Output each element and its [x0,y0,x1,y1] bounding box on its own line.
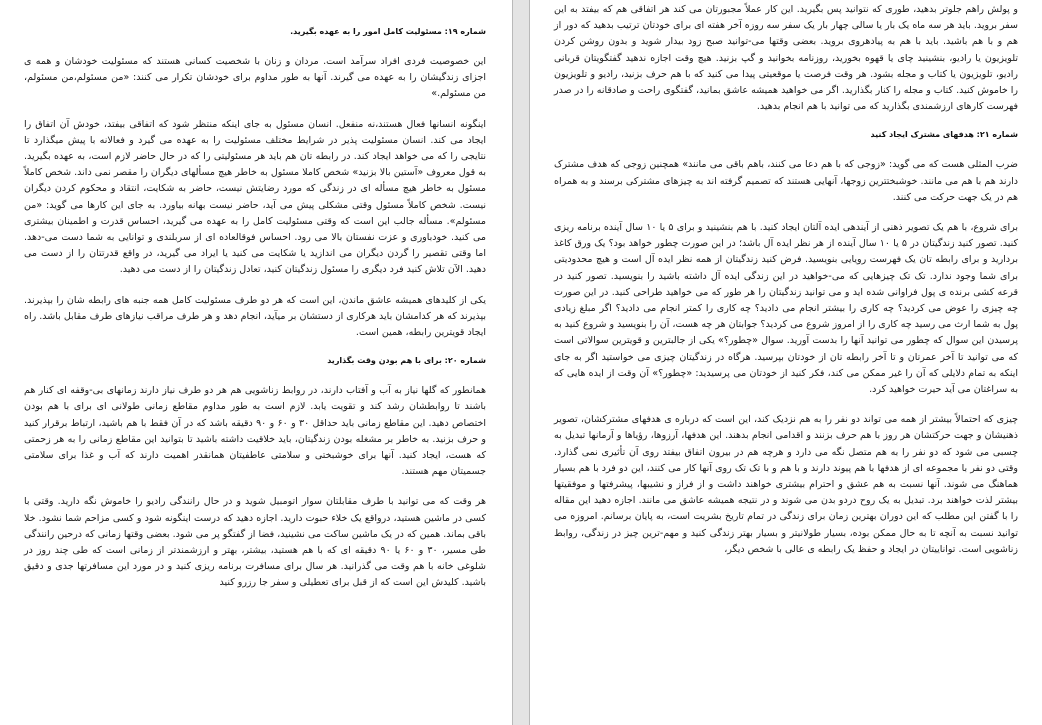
section-20-continued [554,2,1018,115]
paragraph: اینگونه انسانها فعال هستند،نه منفعل. انسان مسئول به جای اینکه منتظر شود که اتفاقی بیفتد، خودش آن اتفاق را ایجاد می کند. انسان مسئولیت پذیر در شرایط مختلف مسئولیت را به عهده می گیرد و فعالانه با پیش میگذارد تا نتایجی را که می خواهد ایجاد کند. در رابطه تان هم باید هر مسئولیتی را که در حال حاضر لازم است، به عهده بگیرید. به قول معروف «آستین بالا بزنید» شخص کاملا مسئول به خاطر هیچ مسألهای دیگران را مقصر نمی داند. شخص کاملاً مسئول به خاطر هیچ مسأله ای در زندگی که مورد رضایتش نیست، حاضر به شکایت، انتقاد و محکوم کردن دیگران نیست. شخص کاملاً مسئول وقتی مشکلی پیش می آید، حاضر نیست بهانه بیاورد. به جای این کارها می گوید: «من مسئولم». مسأله جالب این است که وقتی مسئولیت کامل را به عهده می گیرید، احساس قدرت و اطمینان بیشتری می کنید. خودباوری و عزت نفستان بالا می رود. احساس فوقالعاده ای از سربلندی و توانایی به شما دست می-دهد. اما وقتی تقصیر را گردن دیگران می اندازید یا شکایت می کنید یا ایراد می گیرید، در واقع قدرتتان را از دست می دهید. الآن تلاش کنید فرد دیگری را مسئول زندگیتان کنید، تعادل زندگیتان را از دست می دهید. [24,118,486,276]
paragraph: هر وقت که می توانید با طرف مقابلتان سوار اتومبیل شوید و در حال رانندگی رادیو را خاموش نگه دارید. وقتی با کسی در ماشین هستید، درواقع یک خلاء حبوت دارید. اجازه دهید که درست اینگونه شود و کسی مزاحم شما نشود. خلا باقی بماند. همین که در یک ماشین ساکت می نشینید، فضا از گفتگو پر می شود. بعضی وقتها زمانی که درحین رانندگی طی مسیر، ۳۰ و ۶۰ یا ۹۰ دقیقه ای که با هم هستید، بیشتر، بهتر و ارزشمندتر از زمانی است که طی چند روز در شلوغی خانه با هم وقت می گذرانید. هر سال برای مسافرت برنامه ریزی کنید و در مورد این مسافرتها جدی و دقیق باشید. کلیدش این است که از قبل برای تعطیلی و سفر جا رزرو کنید [24,496,486,589]
paragraph: این خصوصیت فردی افراد سرآمد است. مردان و زنان با شخصیت کسانی هستند که مسئولیت خودشان و همه ی اجزای زندگیشان را به عهده می گیرند. آنها به طور مداوم برای خودشان تکرار می کنند: «من مسئولم،من مسئولم، من مسئولم.» [24,56,486,100]
paragraph: چیزی که احتمالاً بیشتر از همه می تواند دو نفر را به هم نزدیک کند، این است که درباره ی هدفهای مشترکشان، تصویر ذهنیشان و جهت حرکتشان هر روز با هم حرف بزنند و اقدامی انجام بدهند. این هدفها، آرزوها، رؤیاها و آرمانها تبدیل به چسبی می شود که دو نفر را به هم متصل نگه می دارد و هرچه هم در بیرون اتفاق بیفتد روی آن تأثیری نمی گذارد. وقتی دو نفر با مجموعه ای از هدفها با هم پیوند دارند و با هم و با تک تک روی آنها کار می کنند، این دو فرد با هم بسیار هماهنگ می شوند. آنها نسبت به هم عشق و احترام بیشتری خواهند داشت و از فراز و نشیبها، پیشرفتها و موفقیتها بیشتر لذت خواهند برد. تبدیل به یک روح دردو بدن می شوند و در نتیجه همیشه عاشق می مانند. اجازه دهید این مقاله را با گفتن این مطلب که این دوران بهترین زمان برای زندگی در تمام تاریخ بشریت است، به پایان برسانم. امروزه می توانید نسبت به آنچه تا به حال ممکن بوده، بسیار طولانیتر و بسیار بهتر زندگی کنید و مهم-ترین چیز در زندگی، روابط زناشویی است. تواناییتان در ایجاد و حفظ یک رابطه ی عالی با شخص دیگر، [554,414,1018,555]
left-page [0,0,512,725]
section-21 [554,129,1018,558]
page-gutter [512,0,530,725]
paragraph: برای شروع، با هم یک تصویر ذهنی از آیندهی ایده آلتان ایجاد کنید. با هم بنشینید و برای ۵ یا ۱۰ سال آینده برنامه ریزی کنید. تصور کنید زندگیتان در ۵ یا ۱۰ سال آینده از هر نظر ایده آل باشد؛ در این صورت چطور خواهد بود؟ یک ورق کاغذ بردارید و برای رابطه تان یک فهرست رویایی بنویسید. فرض کنید زندگیتان از همه نظر ایده آل است و هیچ محدودیتی برای شما وجود ندارد. تک تک چیزهایی که می-خواهید در این زندگی ایده آل داشته باشید را بنویسید. تصور کنید در قرعه کشی برنده ی پول فراوانی شده اید و می توانید زندگیتان را هر طور که می خواهید طراحی کنید. در این صورت چه چیزی را عوض می کردید؟ چه کاری را بیشتر انجام می دادید؟ چه کاری را کمتر انجام می دادید؟ اگر مبلغ زیادی پول به شما ارث می رسید چه کاری را از امروز شروع می کردید؟ جوابتان هر چه هست، آن را بنویسید و شروع کنید به پرسیدن این سوال که چطور می توانید آنها را بدست آورید. سوال «چطور؟» یکی از جالبترین و قویترین سوالاتی است که می توانید تا آخر عمرتان و تا آخر رابطه تان از خودتان بپرسید. هرگاه در زندگیتان چیزی می خواستید اگر به جای اینکه به تمام دلایلی که آن را غیر ممکن می کند، فکر کنید از خودتان می پرسیدید: «چطور؟» آن وقت از ایده هایی که به سراغتان می آید حیرت خواهید کرد. [554,222,1019,396]
paragraph: یکی از کلیدهای همیشه عاشق ماندن، این است که هر دو طرف مسئولیت کامل همه جنبه های رابطه شان را بپذیرند. بپذیرند که هر کدامشان باید هرکاری از دستشان بر میآید، انجام دهد و هر طرف مراقب نیازهای طرف مقابل باشد. راه ایجاد قویترین رابطه، همین است. [24,294,486,339]
paragraph: ضرب المثلی هست که می گوید: «زوجی که با هم دعا می کنند، باهم باقی می مانند» همچنین زوجی که هدف مشترک دارند هم با هم می مانند. خوشبختترین زوجها، آنهایی هستند که تصمیم گرفته اند به چیزهای مشترکی برسند و به همراه هم در یک جهت حرکت می کنند. [554,159,1018,203]
paragraph: و پولش راهم جلوتر بدهید، طوری که نتوانید پس بگیرید. این کار عملاً مجبورتان می کند هر اتفاقی هم که بیفتد به این سفر بروید. باید هر سه ماه یک بار یا سالی چهار بار یک سفر سه روزه آخر هفته ای برای خودتان ترتیب بدهید که دور از هم و با هم باشید. باید با هم به پیادهروی بروید. بعضی وقتها می-توانید صبح زود بیدار شوید و بدون روشن کردن تلویزیون یا رادیو، بنشینید چای یا قهوه بخورید، روزنامه بخوانید و گپ بزنید. هیچ وقت اجازه ندهید گفتگویتان قربانی رادیو، تلویزیون یا کتاب و مجله بشود. هر وقت فرصت یا موقعیتی پیدا می کنید که با هم حرف بزنید، رادیو و تلویزیون را خاموش کنید. کتاب و مجله را کنار بگذارید. اگر می خواهید همیشه عاشق بمانید، گفتگوی راحت و صادقانه را در صدر فهرست کارهای ارزشمندی بگذارید که می توانید با هم انجام بدهید. [554,4,1018,113]
paragraph: همانطور که گلها نیاز به آب و آفتاب دارند، در روابط زناشویی هم هر دو طرف نیاز دارند زمانهای بی-وقفه ای کنار هم باشند تا روابطشان رشد کند و تقویت یابد. لازم است به طور مداوم مقاطع زمانی طولانی ای برای با هم بودن اختصاص دهید. این مقاطع زمانی باید حداقل ۳۰ و ۶۰ و ۹۰ دقیقه باشد که در آن فقط با هم باشید، ارتباط برقرار کنید و حرف بزنید. به خاطر بر مشغله بودن زندگیتان، باید خلاقیت داشته باشید تا بتوانید این مقاطع زمانی را به هر زحمتی که هست، ایجاد کنید. آنها برای خوشبختی و سلامتی عاطفیتان همانقدر اهمیت دارند که آب و غذا برای سلامتی جسمیتان مهم هستند. [24,385,486,478]
right-page [530,0,1042,725]
section-19 [24,26,486,341]
section-20 [24,355,486,591]
section-heading: شماره ۲۰: برای با هم بودن وقت بگذارید [327,356,486,366]
section-heading: شماره ۲۱: هدفهای مشترک ایجاد کنید [870,130,1018,140]
section-heading: شماره ۱۹: مسئولیت کامل امور را به عهده بگیرید. [290,27,486,36]
